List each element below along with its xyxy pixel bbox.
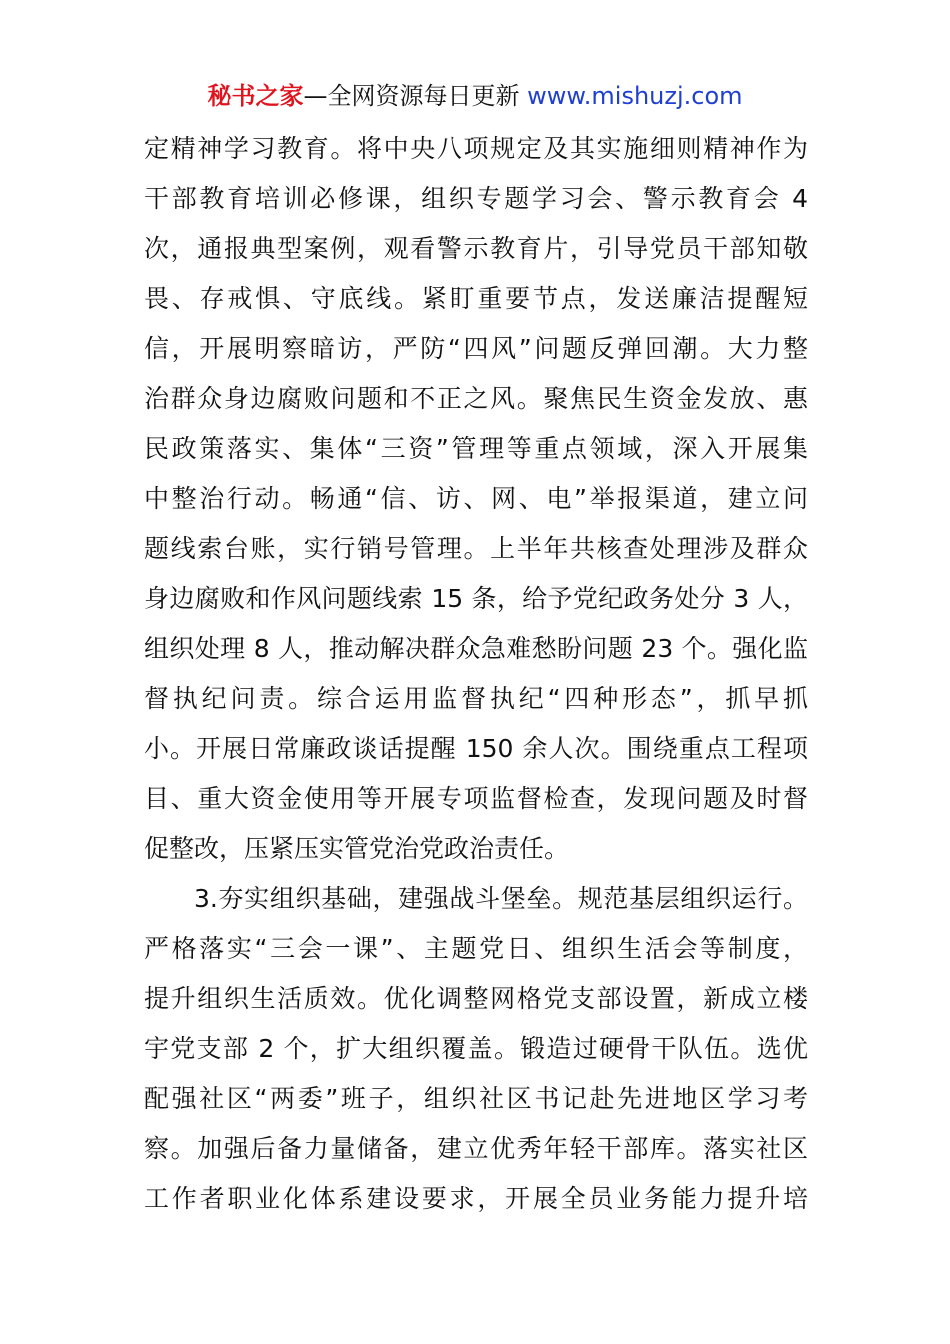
paragraph-end-line: 促整改，压紧压实管党治党政治责任。 bbox=[144, 834, 570, 863]
text-line: 次，通报典型案例，观看警示教育片，引导党员干部知敬 bbox=[144, 234, 808, 263]
text-line: 干部教育培训必修课，组织专题学习会、警示教育会 4 bbox=[144, 184, 808, 213]
text-line: 治群众身边腐败问题和不正之风。聚焦民生资金发放、惠 bbox=[144, 384, 808, 413]
page-header bbox=[0, 78, 950, 114]
header-tagline: —全网资源每日更新 bbox=[303, 82, 520, 110]
text-line: 提升组织生活质效。优化调整网格党支部设置，新成立楼 bbox=[144, 984, 808, 1013]
text-line: 民政策落实、集体“三资”管理等重点领域，深入开展集 bbox=[144, 434, 808, 463]
text-line: 题线索台账，实行销号管理。上半年共核查处理涉及群众 bbox=[144, 534, 808, 563]
site-url[interactable]: www.mishuzj.com bbox=[527, 82, 743, 110]
text-line: 信，开展明察暗访，严防“四风”问题反弹回潮。大力整 bbox=[144, 334, 808, 363]
text-line: 目、重大资金使用等开展专项监督检查，发现问题及时督 bbox=[144, 784, 808, 813]
text-line: 中整治行动。畅通“信、访、网、电”举报渠道，建立问 bbox=[144, 484, 808, 513]
document-body bbox=[144, 124, 808, 1224]
text-line: 身边腐败和作风问题线索 15 条，给予党纪政务处分 3 人， bbox=[144, 584, 808, 613]
brand-name: 秘书之家 bbox=[207, 82, 304, 110]
text-line: 小。开展日常廉政谈话提醒 150 余人次。围绕重点工程项 bbox=[144, 734, 808, 763]
text-line: 畏、存戒惧、守底线。紧盯重要节点，发送廉洁提醒短 bbox=[144, 284, 808, 313]
text-line: 督执纪问责。综合运用监督执纪“四种形态”，抓早抓 bbox=[144, 684, 808, 713]
text-line: 宇党支部 2 个，扩大组织覆盖。锻造过硬骨干队伍。选优 bbox=[144, 1034, 808, 1063]
text-line: 察。加强后备力量储备，建立优秀年轻干部库。落实社区 bbox=[144, 1134, 808, 1163]
section-heading-line: 3.夯实组织基础，建强战斗堡垒。规范基层组织运行。 bbox=[194, 884, 808, 913]
text-line: 组织处理 8 人，推动解决群众急难愁盼问题 23 个。强化监 bbox=[144, 634, 808, 663]
text-line: 严格落实“三会一课”、主题党日、组织生活会等制度， bbox=[144, 934, 808, 963]
text-line: 配强社区“两委”班子，组织社区书记赴先进地区学习考 bbox=[144, 1084, 808, 1113]
text-line: 工作者职业化体系建设要求，开展全员业务能力提升培 bbox=[144, 1184, 808, 1213]
text-line: 定精神学习教育。将中央八项规定及其实施细则精神作为 bbox=[144, 134, 808, 163]
